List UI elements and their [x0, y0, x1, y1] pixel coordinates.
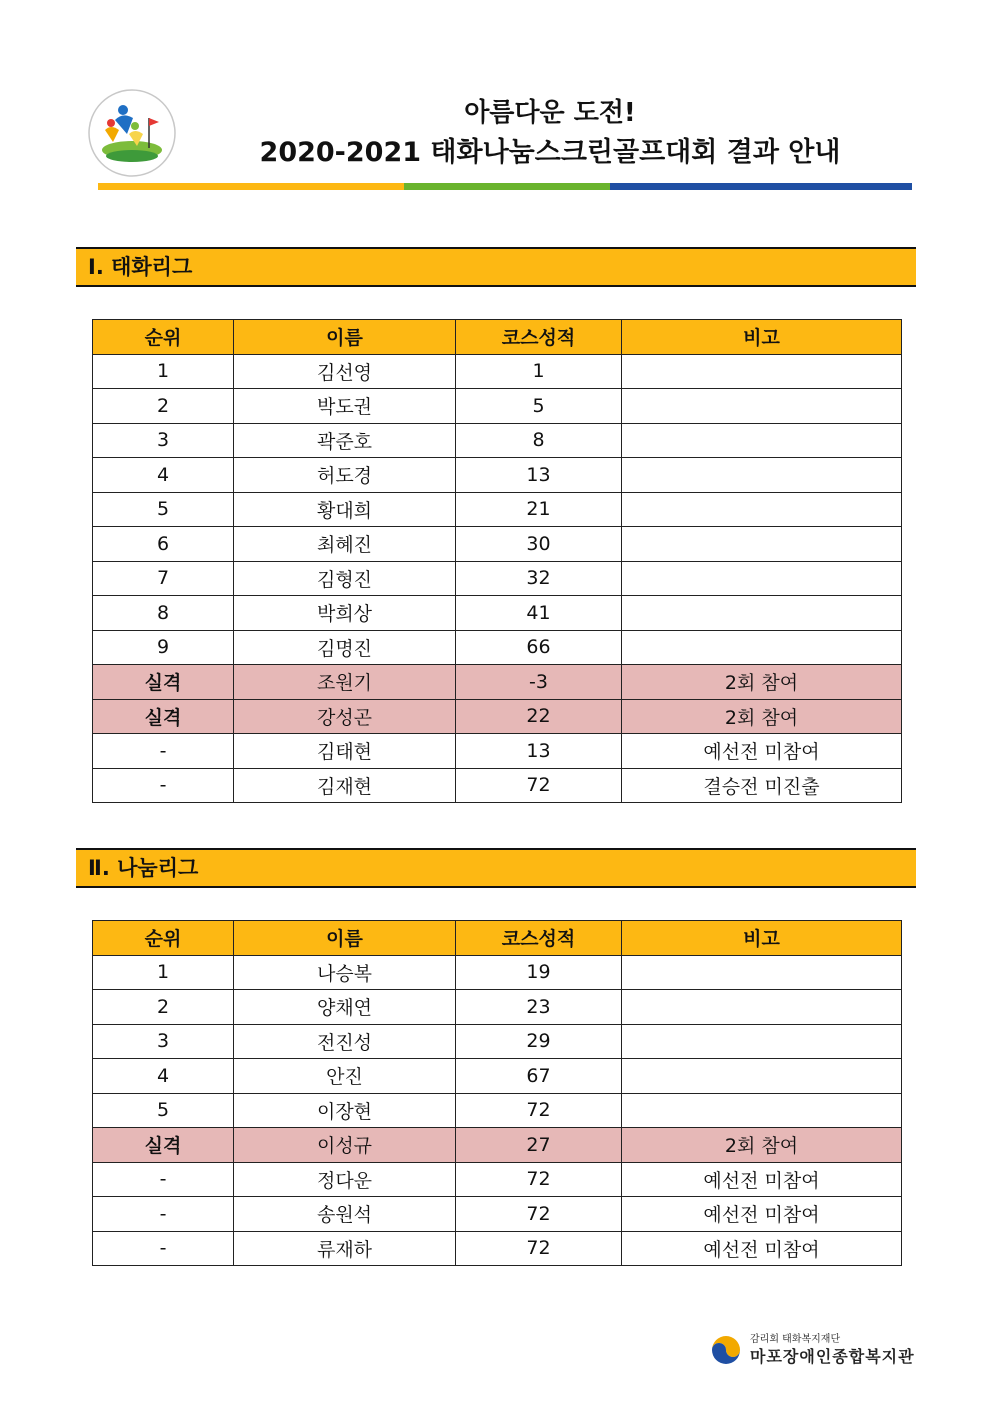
- note-cell: 예선전 미참여: [622, 1162, 902, 1197]
- note-cell: 예선전 미참여: [622, 734, 902, 769]
- note-cell: [622, 527, 902, 562]
- table-row: [93, 1128, 902, 1163]
- note-cell: [622, 492, 902, 527]
- note-cell: 2회 참여: [622, 699, 902, 734]
- name-cell: 허도경: [234, 458, 456, 493]
- note-cell: 예선전 미참여: [622, 1231, 902, 1266]
- score-cell: 32: [456, 561, 622, 596]
- rank-cell: 실격: [93, 665, 234, 700]
- score-cell: 29: [456, 1024, 622, 1059]
- table-row: [93, 389, 902, 424]
- table-row: [93, 955, 902, 990]
- column-header-score: 코스성적: [456, 921, 622, 956]
- note-cell: [622, 389, 902, 424]
- name-cell: 강성곤: [234, 699, 456, 734]
- score-cell: 23: [456, 990, 622, 1025]
- score-cell: 21: [456, 492, 622, 527]
- color-bar-green: [404, 183, 610, 190]
- column-header-note: 비고: [622, 921, 902, 956]
- rank-cell: -: [93, 1197, 234, 1232]
- score-cell: 72: [456, 768, 622, 803]
- name-cell: 곽준호: [234, 423, 456, 458]
- footer-foundation-name: 감리회 태화복지재단: [750, 1334, 841, 1345]
- score-cell: 8: [456, 423, 622, 458]
- note-cell: [622, 1059, 902, 1094]
- score-cell: 13: [456, 458, 622, 493]
- rank-cell: 1: [93, 354, 234, 389]
- name-cell: 박도권: [234, 389, 456, 424]
- score-cell: 13: [456, 734, 622, 769]
- note-cell: 2회 참여: [622, 665, 902, 700]
- results-table-taehwa-league: [92, 319, 902, 803]
- column-header-note: 비고: [622, 320, 902, 355]
- note-cell: 결승전 미진출: [622, 768, 902, 803]
- footer-center-name: 마포장애인종합복지관: [750, 1347, 915, 1366]
- name-cell: 송원석: [234, 1197, 456, 1232]
- name-cell: 이성규: [234, 1128, 456, 1163]
- header-color-bar: [98, 183, 912, 190]
- score-cell: 72: [456, 1162, 622, 1197]
- rank-cell: -: [93, 1231, 234, 1266]
- rank-cell: 실격: [93, 1128, 234, 1163]
- table-row: [93, 492, 902, 527]
- note-cell: [622, 561, 902, 596]
- rank-cell: 5: [93, 492, 234, 527]
- rank-cell: 2: [93, 389, 234, 424]
- column-header-name: 이름: [234, 320, 456, 355]
- table-row: [93, 354, 902, 389]
- name-cell: 김형진: [234, 561, 456, 596]
- score-cell: 72: [456, 1093, 622, 1128]
- table-row: [93, 990, 902, 1025]
- rank-cell: 실격: [93, 699, 234, 734]
- score-cell: 30: [456, 527, 622, 562]
- table-row: [93, 1093, 902, 1128]
- table-row: [93, 423, 902, 458]
- score-cell: 66: [456, 630, 622, 665]
- note-cell: [622, 1024, 902, 1059]
- color-bar-yellow: [98, 183, 404, 190]
- section-header-taehwa-league: Ⅰ. 태화리그: [76, 247, 916, 287]
- score-cell: 27: [456, 1128, 622, 1163]
- section-header-nanum-league: Ⅱ. 나눔리그: [76, 848, 916, 888]
- table-row: [93, 1059, 902, 1094]
- page-title-line1: 아름다운 도전!: [464, 98, 636, 128]
- table-row: [93, 1162, 902, 1197]
- name-cell: 박희상: [234, 596, 456, 631]
- table-row: [93, 458, 902, 493]
- name-cell: 김태현: [234, 734, 456, 769]
- rank-cell: 4: [93, 458, 234, 493]
- golf-event-logo: [87, 88, 177, 178]
- name-cell: 안진: [234, 1059, 456, 1094]
- table-row: [93, 768, 902, 803]
- score-cell: 5: [456, 389, 622, 424]
- rank-cell: 4: [93, 1059, 234, 1094]
- column-header-rank: 순위: [93, 320, 234, 355]
- name-cell: 이장현: [234, 1093, 456, 1128]
- name-cell: 전진성: [234, 1024, 456, 1059]
- note-cell: [622, 990, 902, 1025]
- table-header-row: [93, 320, 902, 355]
- table-row: [93, 561, 902, 596]
- name-cell: 황대희: [234, 492, 456, 527]
- rank-cell: 7: [93, 561, 234, 596]
- rank-cell: 2: [93, 990, 234, 1025]
- welfare-center-emblem: [708, 1332, 744, 1368]
- table-row: [93, 1024, 902, 1059]
- name-cell: 정다운: [234, 1162, 456, 1197]
- rank-cell: 6: [93, 527, 234, 562]
- rank-cell: 8: [93, 596, 234, 631]
- name-cell: 류재하: [234, 1231, 456, 1266]
- name-cell: 최혜진: [234, 527, 456, 562]
- rank-cell: 9: [93, 630, 234, 665]
- score-cell: 1: [456, 354, 622, 389]
- note-cell: [622, 458, 902, 493]
- note-cell: [622, 955, 902, 990]
- table-row: [93, 630, 902, 665]
- rank-cell: 1: [93, 955, 234, 990]
- rank-cell: -: [93, 1162, 234, 1197]
- score-cell: -3: [456, 665, 622, 700]
- table-row: [93, 699, 902, 734]
- column-header-rank: 순위: [93, 921, 234, 956]
- results-table-nanum-league: [92, 920, 902, 1266]
- note-cell: 예선전 미참여: [622, 1197, 902, 1232]
- table-row: [93, 596, 902, 631]
- note-cell: [622, 354, 902, 389]
- color-bar-blue: [610, 183, 912, 190]
- rank-cell: 3: [93, 1024, 234, 1059]
- name-cell: 양채연: [234, 990, 456, 1025]
- column-header-name: 이름: [234, 921, 456, 956]
- note-cell: [622, 1093, 902, 1128]
- score-cell: 67: [456, 1059, 622, 1094]
- note-cell: [622, 630, 902, 665]
- note-cell: [622, 596, 902, 631]
- name-cell: 조원기: [234, 665, 456, 700]
- rank-cell: 3: [93, 423, 234, 458]
- table-row: [93, 1197, 902, 1232]
- page-title-line2: 2020-2021 태화나눔스크린골프대회 결과 안내: [259, 137, 841, 168]
- name-cell: 김선영: [234, 354, 456, 389]
- table-row: [93, 527, 902, 562]
- note-cell: 2회 참여: [622, 1128, 902, 1163]
- table-row: [93, 734, 902, 769]
- score-cell: 22: [456, 699, 622, 734]
- score-cell: 72: [456, 1231, 622, 1266]
- footer-organization: [708, 1330, 928, 1370]
- name-cell: 나승복: [234, 955, 456, 990]
- name-cell: 김명진: [234, 630, 456, 665]
- table-row: [93, 1231, 902, 1266]
- table-row: [93, 665, 902, 700]
- rank-cell: 5: [93, 1093, 234, 1128]
- score-cell: 41: [456, 596, 622, 631]
- name-cell: 김재현: [234, 768, 456, 803]
- rank-cell: -: [93, 768, 234, 803]
- score-cell: 19: [456, 955, 622, 990]
- note-cell: [622, 423, 902, 458]
- table-header-row: [93, 921, 902, 956]
- column-header-score: 코스성적: [456, 320, 622, 355]
- score-cell: 72: [456, 1197, 622, 1232]
- rank-cell: -: [93, 734, 234, 769]
